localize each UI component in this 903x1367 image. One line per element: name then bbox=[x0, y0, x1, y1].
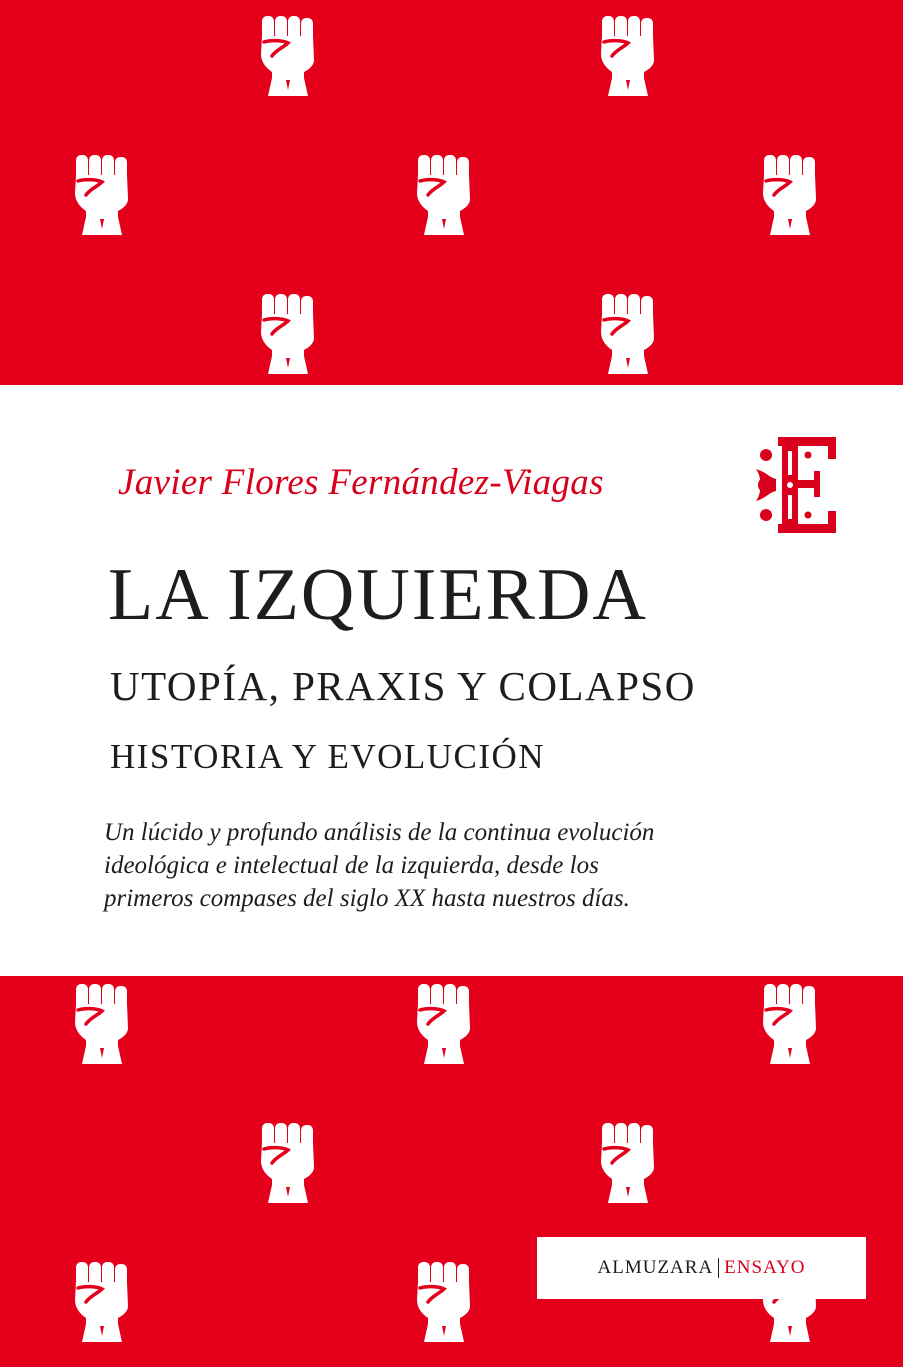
raised-fist-icon bbox=[414, 1262, 472, 1342]
raised-fist-icon bbox=[258, 1123, 316, 1203]
raised-fist-icon bbox=[72, 155, 130, 235]
raised-fist-icon bbox=[258, 16, 316, 96]
author-name: Javier Flores Fernández-Viagas bbox=[118, 462, 604, 503]
bottom-red-band bbox=[0, 976, 903, 1367]
imprint-divider bbox=[718, 1258, 719, 1278]
series-name: ENSAYO bbox=[724, 1257, 806, 1278]
raised-fist-icon bbox=[598, 16, 656, 96]
blurb-line: primeros compases del siglo XX hasta nuestros días. bbox=[104, 885, 630, 912]
cover-blurb bbox=[104, 816, 744, 915]
blurb-line: Un lúcido y profundo análisis de la continua evolución bbox=[104, 819, 655, 846]
book-title: LA IZQUIERDA bbox=[108, 554, 648, 636]
ornamental-e-logo bbox=[752, 433, 838, 537]
blurb-line: ideológica e intelectual de la izquierda, desde los bbox=[104, 852, 599, 879]
raised-fist-icon bbox=[414, 984, 472, 1064]
raised-fist-icon bbox=[760, 155, 818, 235]
raised-fist-icon bbox=[760, 984, 818, 1064]
book-subtitle: UTOPÍA, PRAXIS Y COLAPSO bbox=[110, 663, 696, 709]
raised-fist-icon bbox=[72, 984, 130, 1064]
raised-fist-icon bbox=[258, 294, 316, 374]
raised-fist-icon bbox=[598, 1123, 656, 1203]
raised-fist-icon bbox=[598, 294, 656, 374]
top-red-band bbox=[0, 0, 903, 385]
raised-fist-icon bbox=[72, 1262, 130, 1342]
book-subtitle-secondary: HISTORIA Y EVOLUCIÓN bbox=[110, 737, 546, 776]
publisher-imprint-box bbox=[537, 1237, 866, 1299]
publisher-name: ALMUZARA bbox=[597, 1257, 714, 1278]
raised-fist-icon bbox=[414, 155, 472, 235]
